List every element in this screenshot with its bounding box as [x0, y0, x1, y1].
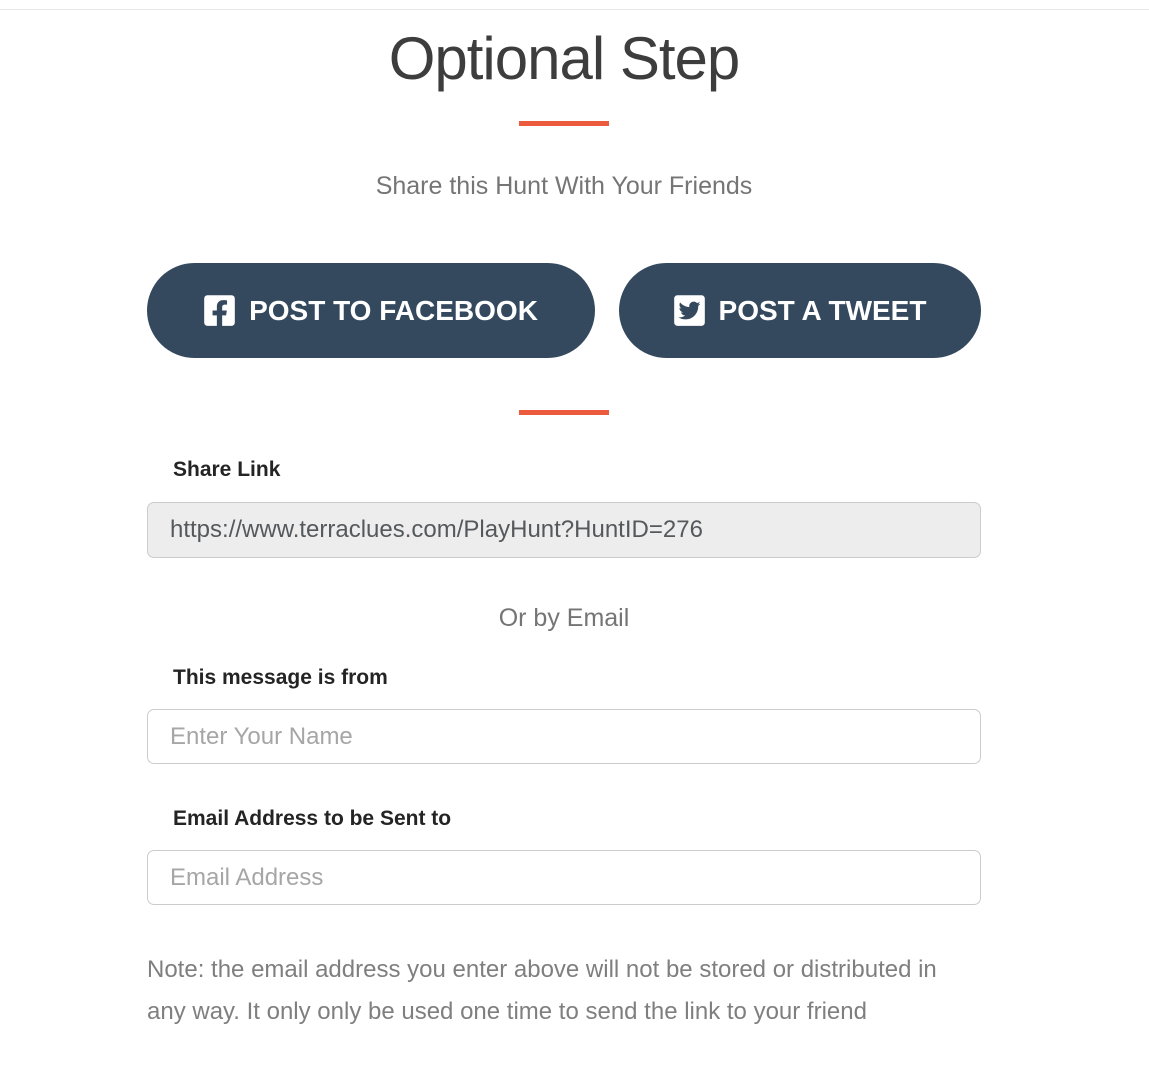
accent-divider-bottom	[519, 410, 609, 415]
share-subtitle: Share this Hunt With Your Friends	[375, 172, 753, 200]
to-email-input[interactable]	[147, 850, 981, 905]
share-link-label: Share Link	[173, 458, 281, 481]
privacy-note: Note: the email address you enter above will not be stored or distributed in any way. It only only be used one time to send the link to your friend	[147, 956, 937, 1025]
post-to-facebook-button[interactable]	[147, 263, 595, 358]
twitter-button-label: POST A TWEET	[718, 294, 927, 326]
social-buttons-row	[147, 263, 981, 358]
post-a-tweet-button[interactable]	[619, 263, 981, 358]
page-title: Optional Step	[388, 25, 740, 92]
accent-divider-top	[519, 121, 609, 126]
or-by-email-heading: Or by Email	[498, 604, 630, 632]
facebook-button-label: POST TO FACEBOOK	[249, 294, 538, 326]
share-link-input[interactable]	[147, 502, 981, 558]
from-name-label: This message is from	[173, 666, 388, 689]
top-divider	[0, 0, 1149, 10]
optional-step-panel	[147, 22, 981, 1033]
to-email-label: Email Address to be Sent to	[173, 807, 452, 830]
twitter-square-icon	[674, 293, 705, 328]
facebook-square-icon	[204, 293, 235, 328]
from-name-input[interactable]	[147, 709, 981, 764]
